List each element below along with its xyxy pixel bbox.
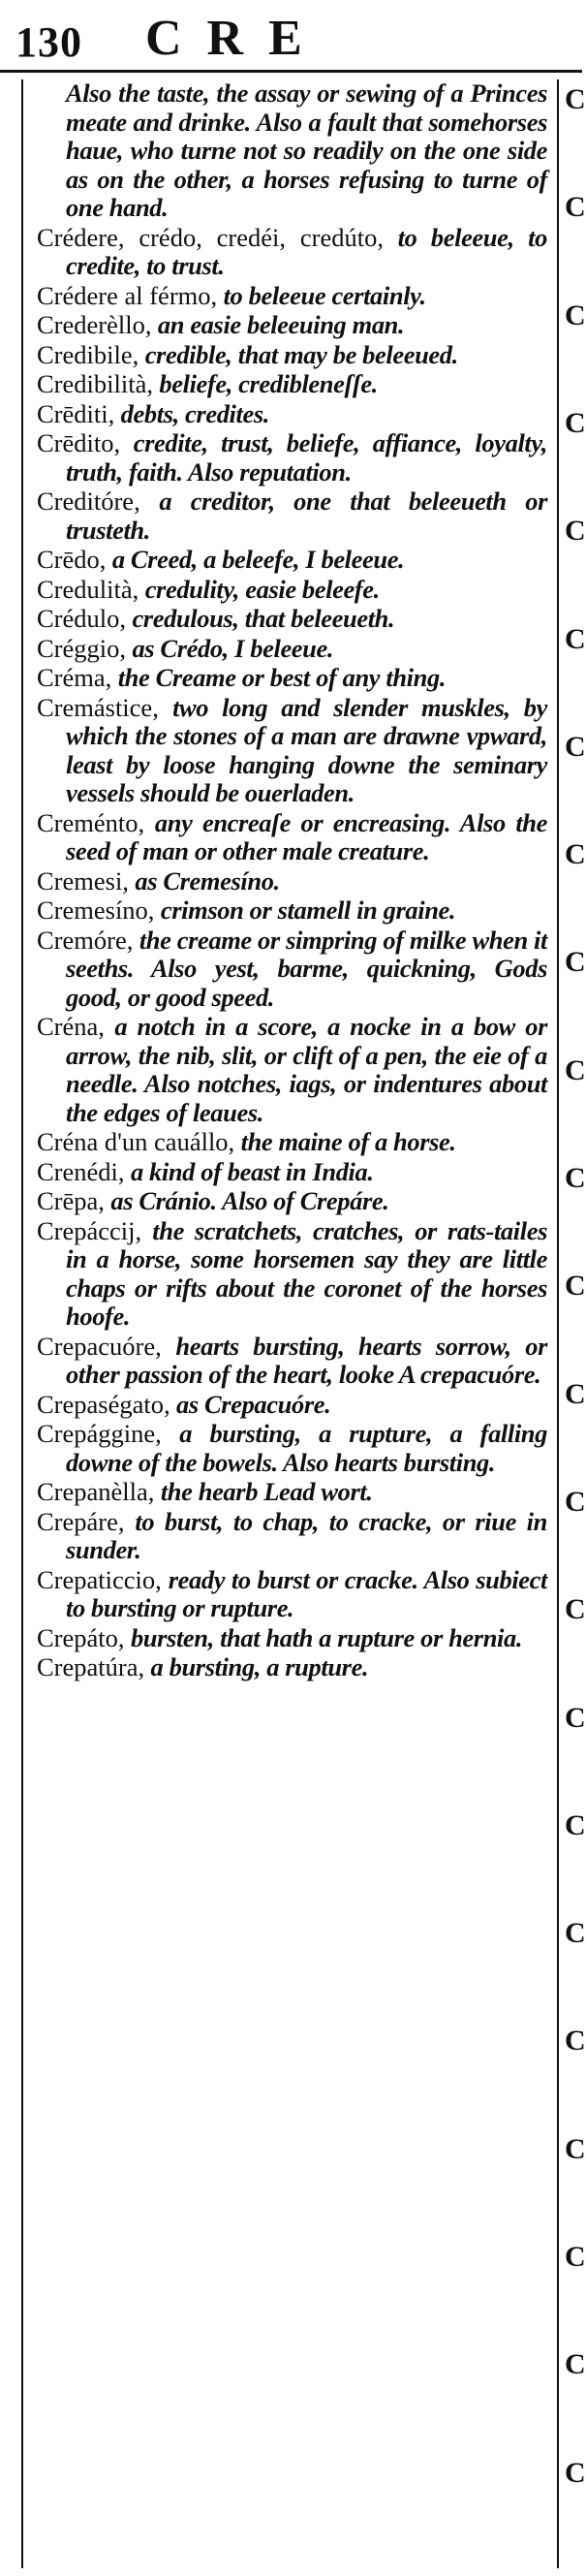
dictionary-entry [37, 694, 547, 808]
page-number: 130 [15, 18, 82, 66]
entry-definition: as Cremesíno. [135, 865, 280, 895]
adjacent-column-fragment [563, 79, 586, 2568]
entry-definition: to burst, to chap, to cracke, or riue in sunder. [66, 1506, 547, 1564]
dictionary-entry [37, 487, 547, 545]
adjacent-column-letter: C [565, 191, 586, 223]
adjacent-column-letter: C [565, 1702, 586, 1734]
entry-headword: Crepanèlla, [37, 1477, 155, 1506]
entry-definition: hearts bursting, hearts sorrow, or other passion of the heart, looke A crepacuóre. [66, 1331, 547, 1389]
dictionary-entry [37, 1420, 547, 1477]
entry-definition: to beleeue certainly. [223, 280, 426, 310]
entry-headword: Crepáre, [37, 1506, 125, 1536]
entry-definition: a bursting, a rupture. [150, 1652, 369, 1681]
dictionary-entry [37, 429, 547, 487]
adjacent-column-letter: C [565, 838, 586, 870]
dictionary-entry [37, 809, 547, 866]
entry-definition: credite, trust, beliefe, affiance, loyalty, truth, faith. Also reputation. [66, 428, 547, 487]
entry-headword: Crederèllo, [37, 310, 152, 339]
dictionary-entry [37, 370, 547, 399]
dictionary-entry [37, 635, 547, 664]
entry-definition: the hearb Lead wort. [160, 1477, 373, 1506]
entry-headword: Crepáto, [37, 1622, 125, 1652]
page-header [0, 0, 582, 73]
entry-headword: Crédere al férmo, [37, 280, 218, 310]
dictionary-entry [37, 1217, 547, 1332]
running-head: CRE [145, 11, 327, 66]
dictionary-entry [37, 79, 547, 223]
adjacent-column-letter: C [565, 1593, 586, 1625]
entry-headword: Cremesi, [37, 865, 129, 895]
adjacent-column-letter: C [565, 2025, 586, 2057]
dictionary-entry [37, 1333, 547, 1390]
entry-definition: a creditor, one that beleeueth or trusteth. [66, 487, 547, 545]
entry-headword: Créna d'un cauállo, [37, 1127, 235, 1156]
entry-headword: Créma, [37, 663, 112, 692]
entry-definition: the creame or simpring of milke when it seeths. Also yest, barme, quickning, Gods good, or good speed. [66, 925, 547, 1012]
entry-definition: debts, credites. [120, 398, 269, 428]
entry-headword: Crédere, crédo, credéi, credúto, [37, 222, 384, 252]
entry-headword: Crepaticcio, [37, 1564, 162, 1594]
dictionary-entry [37, 1508, 547, 1565]
entry-headword: Cremástice, [37, 692, 159, 722]
entry-definition: a bursting, a rupture, a falling downe of the bowels. Also hearts bursting. [66, 1419, 547, 1477]
entry-definition: bursten, that hath a rupture or hernia. [130, 1622, 523, 1652]
entry-headword: Crēdo, [37, 545, 107, 574]
dictionary-entry [37, 546, 547, 575]
dictionary-entry [37, 282, 547, 311]
entry-headword: Cremesíno, [37, 895, 155, 925]
entry-definition: Also the taste, the assay or sewing of a Princes meate and drinke. Also a fault that somehorses haue, who turne not so readily on the one side as on the other, a horses refusing to turne of one hand. [66, 79, 547, 222]
adjacent-column-letter: C [565, 2457, 586, 2489]
dictionary-entry [37, 605, 547, 634]
entry-headword: Crepággine, [37, 1419, 162, 1448]
dictionary-entry [37, 1391, 547, 1420]
adjacent-column-letter: C [565, 1486, 586, 1518]
adjacent-column-letter: C [565, 299, 586, 331]
dictionary-entry [37, 341, 547, 370]
dictionary-entry [37, 1158, 547, 1187]
dictionary-entry [37, 1128, 547, 1157]
entry-definition: ready to burst or cracke. Also subiect to bursting or rupture. [66, 1564, 547, 1622]
entry-definition: as Crédo, I beleeue. [132, 633, 334, 663]
dictionary-entry [37, 576, 547, 605]
entry-headword: Crēpa, [37, 1186, 105, 1215]
dictionary-entry [37, 1653, 547, 1682]
adjacent-column-letter: C [565, 623, 586, 655]
entry-headword: Crēdito, [37, 428, 121, 457]
entry-headword: Crepáccij, [37, 1215, 142, 1245]
dictionary-entry [37, 400, 547, 429]
adjacent-column-letter: C [565, 1378, 586, 1410]
entry-headword: Crepacuóre, [37, 1331, 162, 1361]
entry-headword: Creditóre, [37, 487, 140, 516]
entry-definition: a notch in a score, a nocke in a bow or arrow, the nib, slit, or clift of a pen, the eie of a needle. Also notches, iags, or indentures about the edges of leaues. [66, 1012, 547, 1127]
adjacent-column-letter: C [565, 2133, 586, 2165]
entry-definition: the scratchets, cratches, or rats-tailes in a horse, some horsemen say they are little chaps or rifts about the coronet of the horses hoofe. [66, 1215, 547, 1331]
adjacent-column-letter: C [565, 83, 586, 115]
dictionary-entry [37, 1624, 547, 1653]
entry-definition: beliefe, credibleneſſe. [159, 369, 378, 398]
entry-definition: credulity, easie beleefe. [144, 574, 380, 604]
entry-headword: Credibile, [37, 339, 139, 369]
entry-definition: an easie beleeuing man. [157, 310, 405, 339]
adjacent-column-letter: C [565, 946, 586, 978]
entry-definition: two long and slender muskles, by which the stones of a man are drawne vpward, least by loose hanging downe the seminary vessels should be ouerladen. [66, 692, 547, 807]
entry-definition: as Cránio. Also of Crepáre. [110, 1186, 389, 1215]
dictionary-entry [37, 927, 547, 1013]
entry-headword: Crēditi, [37, 398, 115, 428]
adjacent-column-letter: C [565, 731, 586, 763]
entry-definition: a Creed, a beleefe, I beleeue. [111, 545, 405, 574]
entry-definition: credible, that may be beleeued. [144, 339, 458, 369]
entry-definition: the maine of a horse. [240, 1127, 456, 1156]
dictionary-entry [37, 867, 547, 896]
adjacent-column-letter: C [565, 1809, 586, 1841]
entry-definition: the Creame or best of any thing. [117, 663, 447, 692]
adjacent-column-letter: C [565, 1054, 586, 1086]
entry-headword: Credibilità, [37, 369, 153, 398]
dictionary-entry [37, 224, 547, 281]
adjacent-column-letter: C [565, 515, 586, 547]
adjacent-column-letter: C [565, 2241, 586, 2273]
dictionary-entry [37, 311, 547, 340]
entry-definition: as Crepacuóre. [176, 1389, 331, 1419]
entry-headword: Créggio, [37, 633, 126, 663]
dictionary-entry [37, 664, 547, 693]
entry-headword: Credulità, [37, 574, 139, 604]
entry-definition: crimson or stamell in graine. [160, 895, 456, 925]
entry-headword: Crepatúra, [37, 1652, 145, 1681]
entry-definition: any encreaſe or encreasing. Also the seed of man or other male creature. [66, 807, 547, 865]
dictionary-column [21, 79, 559, 2568]
entry-headword: Crédulo, [37, 604, 126, 633]
entry-headword: Crepaségato, [37, 1389, 170, 1419]
entry-definition: to beleeue, to credite, to trust. [66, 222, 547, 280]
dictionary-entry [37, 1187, 547, 1216]
entry-headword: Cremóre, [37, 925, 134, 955]
entry-definition: a kind of beast in India. [130, 1156, 374, 1186]
dictionary-entry [37, 896, 547, 926]
dictionary-entry [37, 1013, 547, 1127]
entry-definition: credulous, that beleeueth. [132, 604, 395, 633]
adjacent-column-letter: C [565, 1162, 586, 1194]
entry-headword: Créna, [37, 1012, 105, 1041]
adjacent-column-letter: C [565, 407, 586, 439]
entry-headword: Creménto, [37, 807, 145, 837]
adjacent-column-letter: C [565, 1917, 586, 1949]
entry-headword: Crenédi, [37, 1156, 125, 1186]
dictionary-entry [37, 1566, 547, 1623]
adjacent-column-letter: C [565, 1270, 586, 1302]
adjacent-column-letter: C [565, 2348, 586, 2380]
dictionary-entry [37, 1478, 547, 1507]
